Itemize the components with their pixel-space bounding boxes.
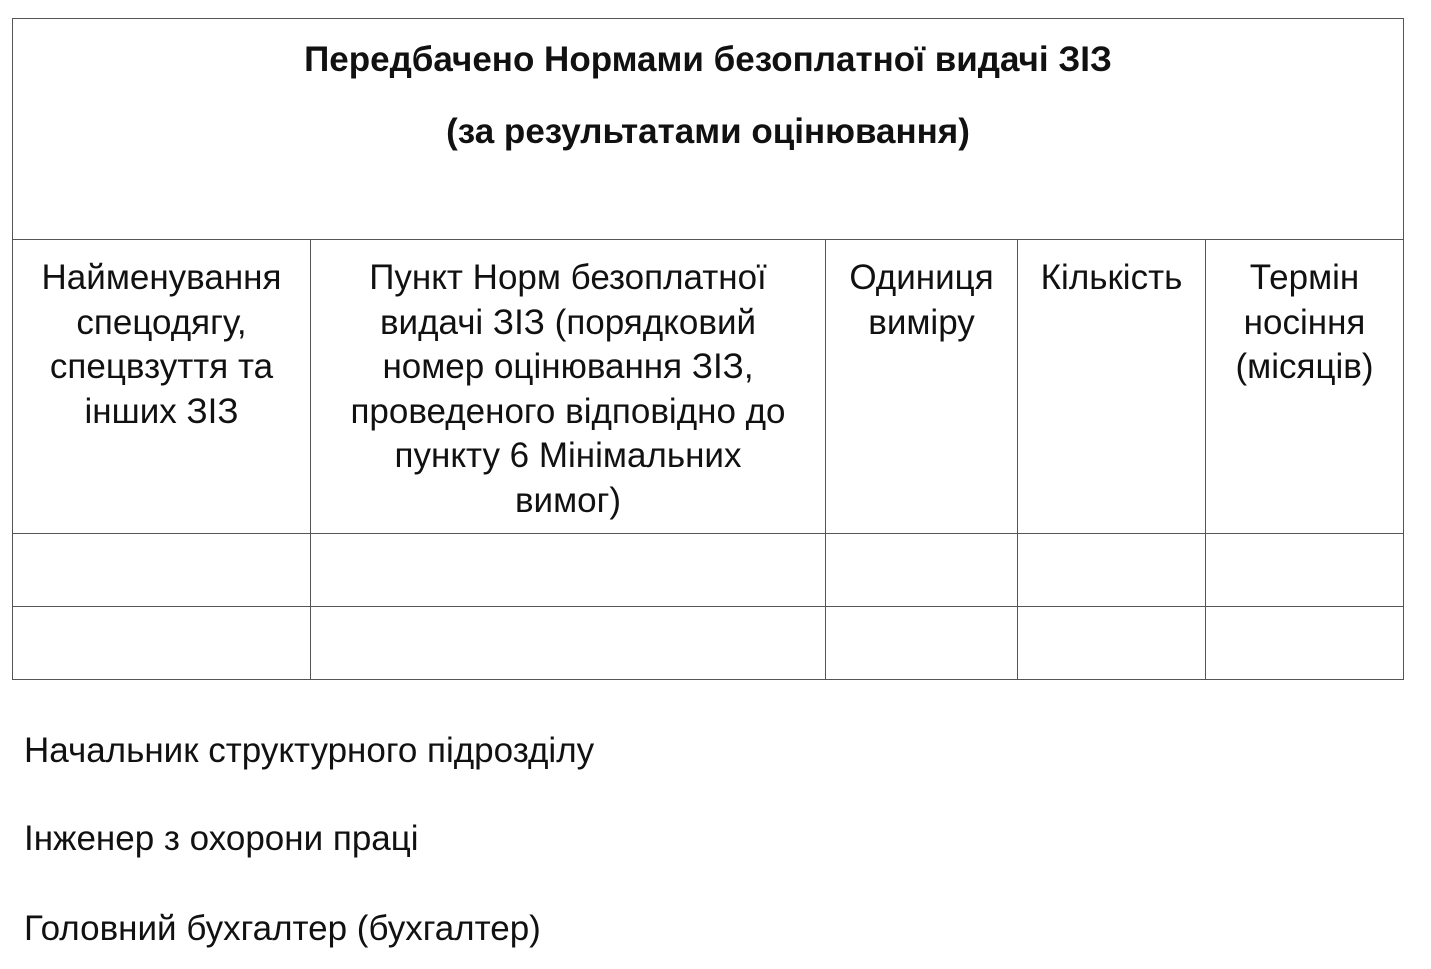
table-cell [311,534,826,607]
column-header-quantity-label: Кількість [1040,258,1183,297]
table-title-line-1: Передбачено Нормами безоплатної видачі ЗІЗ [304,40,1112,79]
table-cell [1206,607,1404,680]
column-header-quantity [1018,240,1206,534]
column-header-name [13,240,311,534]
table-title [13,19,1404,240]
column-header-wear-term [1206,240,1404,534]
table-cell [826,607,1018,680]
table-cell [1018,607,1206,680]
table-header-row [13,240,1404,534]
column-header-norm-item-label: Пункт Норм безоплатної видачі ЗІЗ (порядковий номер оцінювання ЗІЗ, проведеного відповідно до пункту 6 Мінімальних вимог) [350,258,786,520]
signature-head-of-unit: Начальник структурного підрозділу [24,731,595,770]
signature-chief-accountant: Головний бухгалтер (бухгалтер) [24,909,541,948]
column-header-norm-item [311,240,826,534]
table-title-row [13,19,1404,240]
column-header-name-label: Найменування спецодягу, спецвзуття та інших ЗІЗ [41,258,282,431]
table-cell [13,534,311,607]
ppe-norms-table [12,18,1404,680]
table-row [13,534,1404,607]
table-cell [1018,534,1206,607]
table-title-line-2: (за результатами оцінювання) [446,112,970,151]
column-header-wear-term-label: Термін носіння (місяців) [1235,258,1374,386]
table-cell [311,607,826,680]
column-header-unit-label: Одиниця виміру [849,258,994,342]
column-header-unit [826,240,1018,534]
table-cell [826,534,1018,607]
signature-safety-engineer: Інженер з охорони праці [24,819,419,858]
table-row [13,607,1404,680]
table-cell [13,607,311,680]
table-cell [1206,534,1404,607]
